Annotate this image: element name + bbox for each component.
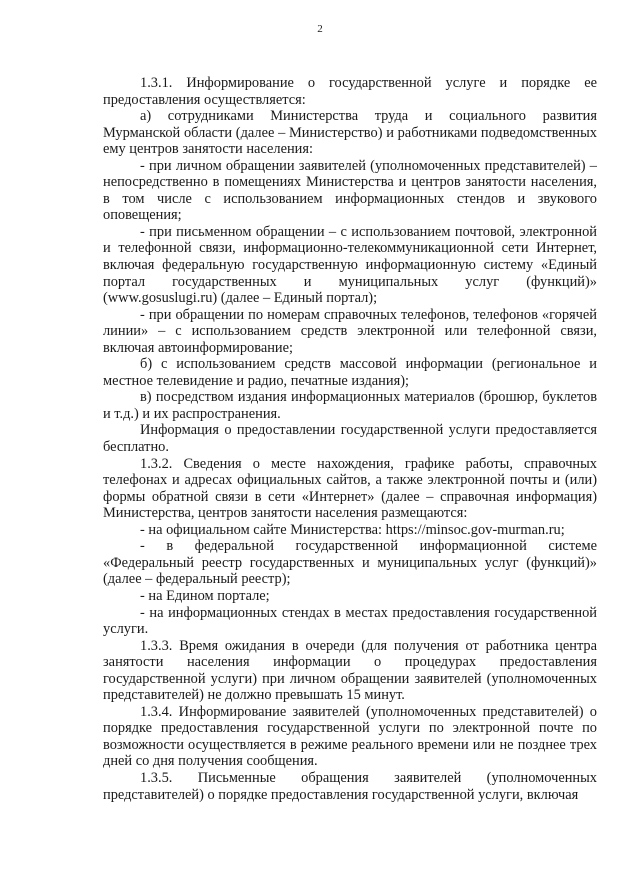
paragraph-official-site: - на официальном сайте Министерства: https://minsoc.gov-murman.ru; [140, 521, 565, 538]
paragraph-item-v: в) посредством издания информационных материалов (брошюр, буклетов и т.д.) и их распространения. [103, 389, 597, 422]
paragraph-personal-appeal: - при личном обращении заявителей (уполномоченных представителей) – непосредственно в помещениях Министерства и центров занятости населения, в том числе с использованием информационных стендов и звукового оповещения; [103, 157, 597, 224]
paragraph-1-3-3: 1.3.3. Время ожидания в очереди (для получения от работника центра занятости населения информации о процедурах предоставления государственной услуги) при личном обращении заявителей (уполномоченных представителей) не должно превышать 15 минут. [103, 637, 597, 704]
paragraph-1-3-5: 1.3.5. Письменные обращения заявителей (уполномоченных представителей) о порядке предоставления государственной услуги, включая [103, 769, 597, 803]
page-number: 2 [317, 23, 323, 35]
paragraph-1-3-1: 1.3.1. Информирование о государственной услуге и порядке ее предоставления осуществляется: [103, 75, 597, 108]
paragraph-1-3-2: 1.3.2. Сведения о месте нахождения, графике работы, справочных телефонах и адресах официальных сайтов, а также электронной почты и (или) формы обратной связи в сети «Интернет» (далее – справочная информация) Министерства, центров занятости населения размещаются: [103, 455, 597, 522]
paragraph-free-info: Информация о предоставлении государственной услуги предоставляется бесплатно. [103, 422, 597, 456]
paragraph-federal-registry: - в федеральной государственной информационной системе «Федеральный реестр государственных и муниципальных услуг (функций)» (далее – федеральный реестр); [103, 538, 597, 588]
paragraph-info-stands: - на информационных стендах в местах предоставления государственной услуги. [103, 604, 597, 638]
paragraph-item-b: б) с использованием средств массовой информации (региональное и местное телевидение и радио, печатные издания); [103, 356, 597, 389]
document-body [103, 75, 597, 803]
paragraph-phone-appeal: - при обращении по номерам справочных телефонов, телефонов «горячей линии» – с использованием средств электронной или телефонной связи, включая автоинформирование; [103, 306, 597, 356]
paragraph-unified-portal: - на Едином портале; [140, 587, 270, 604]
paragraph-1-3-4: 1.3.4. Информирование заявителей (уполномоченных представителей) о порядке предоставления государственной услуги по электронной почте по возможности осуществляется в режиме реального времени или не позднее трех дней со дня получения сообщения. [103, 703, 597, 770]
paragraph-item-a: а) сотрудниками Министерства труда и социального развития Мурманской области (далее – Министерство) и работниками подведомственных ему центров занятости населения: [103, 108, 597, 158]
paragraph-written-appeal: - при письменном обращении – с использованием почтовой, электронной и телефонной связи, информационно-телекоммуникационной сети Интернет, включая федеральную государственную информационную систему «Единый портал государственных и муниципальных услуг (функций)» (www.gosuslugi.ru) (далее – Единый портал); [103, 223, 597, 307]
